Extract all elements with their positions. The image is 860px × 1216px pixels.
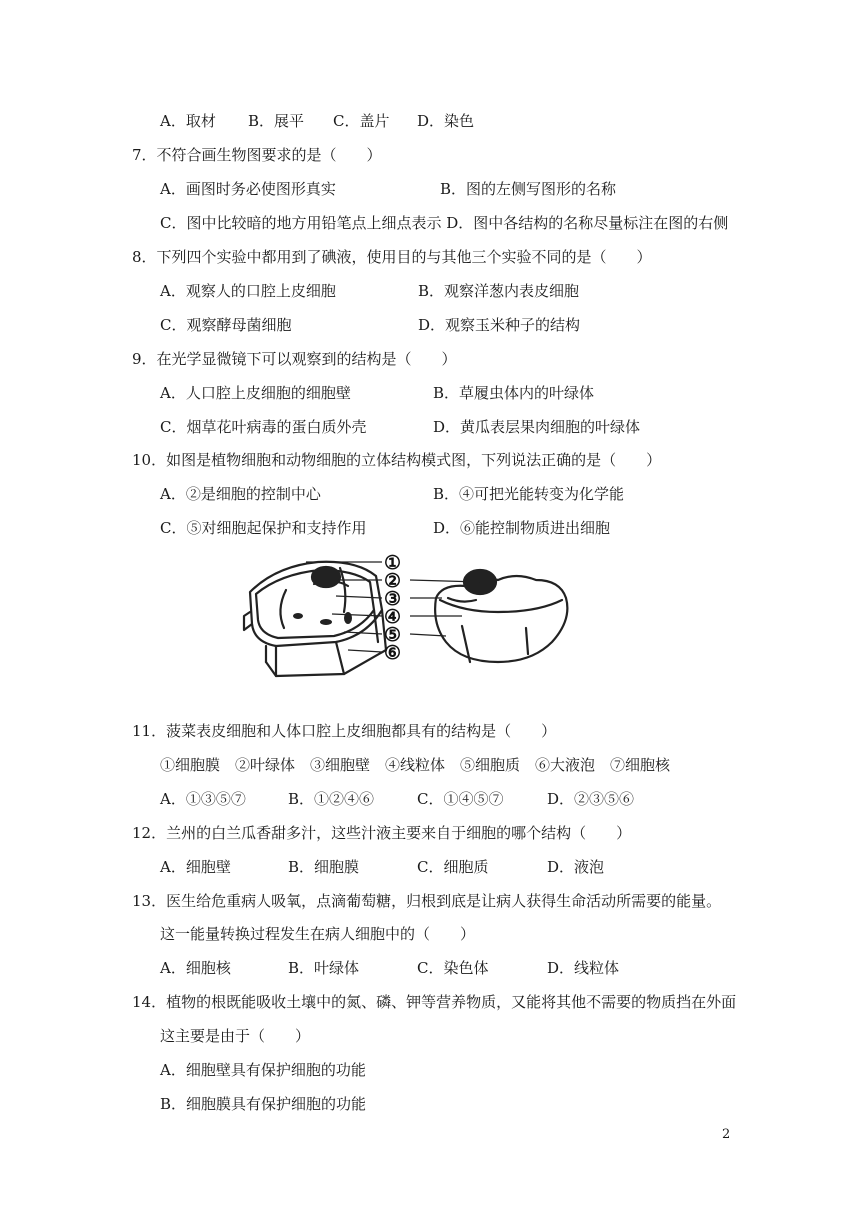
q10-stem: 10．如图是植物细胞和动物细胞的立体结构模式图，下列说法正确的是（ ）	[132, 451, 662, 469]
q7-option-cd: C．图中比较暗的地方用铅笔点上细点表示 D．图中各结构的名称尽量标注在图的右侧	[160, 214, 729, 232]
prev-option-c: C．盖片	[333, 112, 390, 130]
q9-option-d: D．黄瓜表层果肉细胞的叶绿体	[433, 418, 641, 436]
q9-stem: 9．在光学显微镜下可以观察到的结构是（ ）	[132, 350, 457, 368]
q7-option-b: B．图的左侧写图形的名称	[440, 180, 617, 198]
q13-option-a: A．细胞核	[160, 959, 231, 977]
q11-option-c: C．①④⑤⑦	[417, 790, 504, 808]
q10-option-a: A．②是细胞的控制中心	[160, 485, 321, 503]
q14-option-a: A．细胞壁具有保护细胞的功能	[160, 1061, 366, 1079]
q13-stem-line2: 这一能量转换过程发生在病人细胞中的（ ）	[160, 925, 476, 943]
prev-option-b: B．展平	[248, 112, 305, 130]
q14-stem-line1: 14．植物的根既能吸收土壤中的氮、磷、钾等营养物质，又能将其他不需要的物质挡在外面	[132, 993, 737, 1011]
q8-option-c: C．观察酵母菌细胞	[160, 316, 292, 334]
cell-structure-figure	[236, 550, 576, 680]
q14-option-b: B．细胞膜具有保护细胞的功能	[160, 1095, 367, 1113]
q8-option-a: A．观察人的口腔上皮细胞	[160, 282, 336, 300]
q7-stem: 7．不符合画生物图要求的是（ ）	[132, 146, 382, 164]
q12-option-c: C．细胞质	[417, 858, 489, 876]
q11-option-a: A．①③⑤⑦	[160, 790, 246, 808]
q11-option-d: D．②③⑤⑥	[547, 790, 635, 808]
label-1: ①	[384, 552, 402, 574]
q11-stem: 11．菠菜表皮细胞和人体口腔上皮细胞都具有的结构是（ ）	[132, 722, 557, 740]
q12-stem: 12．兰州的白兰瓜香甜多汁，这些汁液主要来自于细胞的哪个结构（ ）	[132, 824, 632, 842]
q12-option-b: B．细胞膜	[288, 858, 360, 876]
label-4: ④	[384, 606, 402, 628]
label-3: ③	[384, 588, 402, 610]
q13-option-d: D．线粒体	[547, 959, 620, 977]
q8-stem: 8．下列四个实验中都用到了碘液，使用目的与其他三个实验不同的是（ ）	[132, 248, 652, 266]
q8-option-b: B．观察洋葱内表皮细胞	[418, 282, 580, 300]
q8-option-d: D．观察玉米种子的结构	[418, 316, 581, 334]
q14-stem-line2: 这主要是由于（ ）	[160, 1027, 311, 1045]
q9-option-a: A．人口腔上皮细胞的细胞壁	[160, 384, 351, 402]
plant-cell-illustration	[244, 562, 386, 676]
q13-stem-line1: 13．医生给危重病人吸氧，点滴葡萄糖，归根到底是让病人获得生命活动所需要的能量。	[132, 892, 722, 910]
prev-option-a: A．取材	[160, 112, 216, 130]
q10-option-b: B．④可把光能转变为化学能	[433, 485, 625, 503]
label-6: ⑥	[384, 642, 402, 664]
q11-option-b: B．①②④⑥	[288, 790, 375, 808]
q10-option-c: C．⑤对细胞起保护和支持作用	[160, 519, 367, 537]
label-5: ⑤	[384, 624, 402, 646]
q12-option-d: D．液泡	[547, 858, 605, 876]
page-number: 2	[722, 1127, 731, 1142]
label-2: ②	[384, 570, 402, 592]
prev-option-d: D．染色	[417, 112, 475, 130]
q13-option-c: C．染色体	[417, 959, 489, 977]
q13-option-b: B．叶绿体	[288, 959, 360, 977]
q10-option-d: D．⑥能控制物质进出细胞	[433, 519, 611, 537]
q7-option-a: A．画图时务必使图形真实	[160, 180, 336, 198]
q9-option-c: C．烟草花叶病毒的蛋白质外壳	[160, 418, 367, 436]
q9-option-b: B．草履虫体内的叶绿体	[433, 384, 595, 402]
q11-items: ①细胞膜 ②叶绿体 ③细胞壁 ④线粒体 ⑤细胞质 ⑥大液泡 ⑦细胞核	[160, 756, 671, 774]
q12-option-a: A．细胞壁	[160, 858, 231, 876]
